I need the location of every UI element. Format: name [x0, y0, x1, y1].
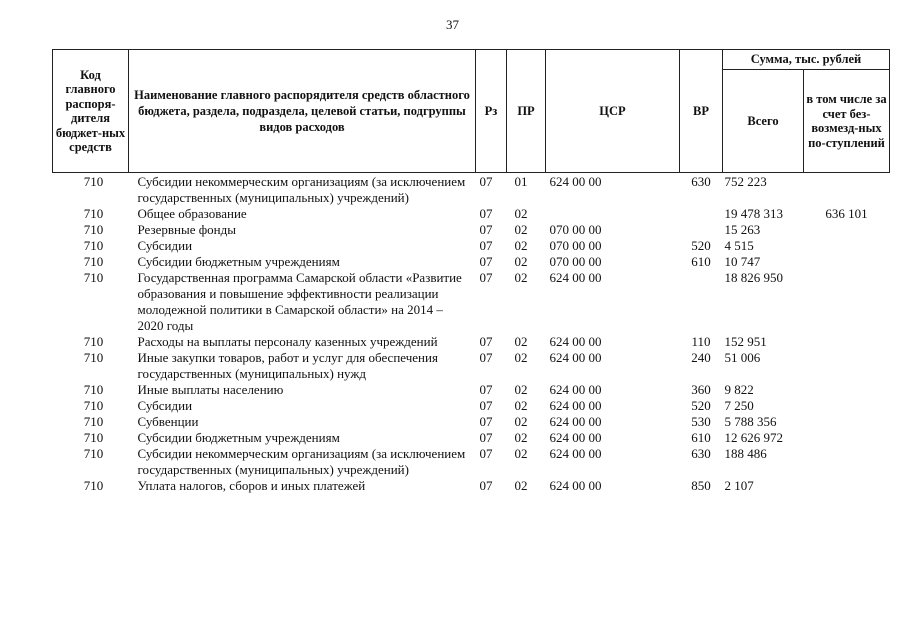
cell-pr: 02: [514, 430, 528, 445]
cell-total: 9 822: [724, 382, 754, 397]
cell-code: 710: [83, 254, 104, 269]
cell-csr: 070 00 00: [549, 238, 602, 253]
cell-rz: 07: [479, 430, 493, 445]
cell-name: Субсидии: [137, 238, 193, 253]
cell-csr: 624 00 00: [549, 334, 602, 349]
cell-name: Иные выплаты населению: [137, 382, 284, 397]
cell-csr: 624 00 00: [549, 270, 602, 285]
table-body: [53, 173, 890, 495]
cell-name: Субсидии некоммерческим организациям (за исключением государственных (муниципальных) учреждений): [137, 446, 466, 477]
cell-total: 12 626 972: [724, 430, 783, 445]
cell-code: 710: [83, 350, 104, 365]
cell-rz: 07: [479, 206, 493, 221]
cell-pr: 02: [514, 398, 528, 413]
cell-csr: 624 00 00: [549, 350, 602, 365]
table-row: [53, 398, 890, 414]
cell-free: [804, 350, 890, 382]
table-row: [53, 430, 890, 446]
cell-vr: [680, 206, 723, 222]
cell-pr: 01: [514, 174, 528, 189]
cell-csr: 624 00 00: [549, 414, 602, 429]
cell-code: 710: [83, 446, 104, 461]
cell-free: [804, 478, 890, 494]
cell-csr: 070 00 00: [549, 222, 602, 237]
cell-free: [804, 414, 890, 430]
cell-vr: [680, 222, 723, 238]
header-vr: ВР: [680, 50, 723, 173]
cell-csr: 624 00 00: [549, 398, 602, 413]
cell-total: 18 826 950: [724, 270, 783, 285]
cell-total: 2 107: [724, 478, 754, 493]
cell-csr: 624 00 00: [549, 446, 602, 461]
cell-free: [804, 254, 890, 270]
cell-total: 4 515: [724, 238, 754, 253]
table-row: [53, 206, 890, 222]
cell-vr: 520: [691, 398, 711, 413]
page-number: 37: [446, 17, 459, 32]
cell-pr: 02: [514, 350, 528, 365]
header-sum: Сумма, тыс. рублей: [723, 50, 890, 70]
table-row: [53, 350, 890, 382]
cell-code: 710: [83, 238, 104, 253]
cell-code: 710: [83, 430, 104, 445]
header-name: Наименование главного распорядителя средств областного бюджета, раздела, подраздела, целевой статьи, подгруппы видов расходов: [129, 50, 476, 173]
cell-code: 710: [83, 414, 104, 429]
cell-total: 188 486: [724, 446, 767, 461]
cell-rz: 07: [479, 414, 493, 429]
cell-pr: 02: [514, 478, 528, 493]
table-row: [53, 222, 890, 238]
cell-csr: 624 00 00: [549, 478, 602, 493]
cell-free: [804, 173, 890, 207]
cell-code: 710: [83, 398, 104, 413]
cell-name: Субсидии бюджетным учреждениям: [137, 430, 340, 445]
table-row: [53, 254, 890, 270]
cell-csr: 624 00 00: [549, 174, 602, 189]
cell-code: 710: [83, 382, 104, 397]
table-row: [53, 238, 890, 254]
cell-name: Государственная программа Самарской области «Развитие образования и повышение эффективности реализации молодежной политики в Самарской области» на 2014 – 2020 годы: [137, 270, 462, 333]
cell-total: 752 223: [724, 174, 767, 189]
cell-code: 710: [83, 478, 104, 493]
header-pr: ПР: [507, 50, 546, 173]
cell-vr: 610: [691, 254, 711, 269]
table-row: [53, 270, 890, 334]
cell-code: 710: [83, 270, 104, 285]
cell-pr: 02: [514, 238, 528, 253]
cell-code: 710: [83, 174, 104, 189]
cell-total: 51 006: [724, 350, 761, 365]
cell-rz: 07: [479, 350, 493, 365]
cell-free: [804, 430, 890, 446]
cell-free: [804, 238, 890, 254]
cell-pr: 02: [514, 254, 528, 269]
cell-csr: 070 00 00: [549, 254, 602, 269]
cell-vr: 360: [691, 382, 711, 397]
cell-code: 710: [83, 222, 104, 237]
header-rz: Рз: [476, 50, 507, 173]
table-row: [53, 478, 890, 494]
cell-free: [804, 222, 890, 238]
cell-rz: 07: [479, 222, 493, 237]
cell-vr: 530: [691, 414, 711, 429]
cell-name: Расходы на выплаты персоналу казенных учреждений: [137, 334, 438, 349]
cell-name: Субсидии бюджетным учреждениям: [137, 254, 340, 269]
cell-free: 636 101: [825, 206, 868, 221]
cell-vr: 850: [691, 478, 711, 493]
cell-name: Субсидии некоммерческим организациям (за исключением государственных (муниципальных) учреждений): [137, 174, 466, 205]
cell-name: Субвенции: [137, 414, 199, 429]
cell-name: Общее образование: [137, 206, 247, 221]
cell-total: 15 263: [724, 222, 761, 237]
table-row: [53, 334, 890, 350]
table-header: [53, 50, 890, 173]
header-total: Всего: [723, 70, 804, 173]
cell-pr: 02: [514, 446, 528, 461]
cell-free: [804, 334, 890, 350]
table-row: [53, 382, 890, 398]
cell-total: 19 478 313: [724, 206, 783, 221]
cell-name: Субсидии: [137, 398, 193, 413]
budget-table: [52, 49, 890, 494]
cell-total: 152 951: [724, 334, 767, 349]
header-code: Код главного распоря-дителя бюджет-ных средств: [53, 50, 129, 173]
cell-csr: [546, 206, 680, 222]
cell-rz: 07: [479, 398, 493, 413]
cell-vr: 520: [691, 238, 711, 253]
cell-vr: 240: [691, 350, 711, 365]
table-row: [53, 414, 890, 430]
table-row: [53, 173, 890, 207]
cell-pr: 02: [514, 222, 528, 237]
cell-pr: 02: [514, 206, 528, 221]
cell-csr: 624 00 00: [549, 382, 602, 397]
header-free: в том числе за счет без-возмезд-ных по-ступлений: [804, 70, 890, 173]
cell-total: 5 788 356: [724, 414, 777, 429]
cell-free: [804, 382, 890, 398]
cell-rz: 07: [479, 382, 493, 397]
cell-rz: 07: [479, 254, 493, 269]
cell-vr: 110: [691, 334, 711, 349]
cell-free: [804, 270, 890, 334]
cell-rz: 07: [479, 478, 493, 493]
table-row: [53, 446, 890, 478]
cell-rz: 07: [479, 238, 493, 253]
cell-name: Уплата налогов, сборов и иных платежей: [137, 478, 366, 493]
cell-pr: 02: [514, 414, 528, 429]
cell-free: [804, 398, 890, 414]
cell-free: [804, 446, 890, 478]
cell-vr: 630: [691, 446, 711, 461]
cell-csr: 624 00 00: [549, 430, 602, 445]
cell-code: 710: [83, 334, 104, 349]
cell-rz: 07: [479, 446, 493, 461]
cell-vr: [680, 270, 723, 334]
cell-vr: 630: [691, 174, 711, 189]
cell-name: Иные закупки товаров, работ и услуг для обеспечения государственных (муниципальных) нужд: [137, 350, 438, 381]
cell-rz: 07: [479, 270, 493, 285]
cell-rz: 07: [479, 334, 493, 349]
cell-rz: 07: [479, 174, 493, 189]
cell-pr: 02: [514, 382, 528, 397]
header-csr: ЦСР: [546, 50, 680, 173]
cell-total: 10 747: [724, 254, 761, 269]
cell-pr: 02: [514, 270, 528, 285]
cell-name: Резервные фонды: [137, 222, 236, 237]
cell-pr: 02: [514, 334, 528, 349]
cell-code: 710: [83, 206, 104, 221]
cell-vr: 610: [691, 430, 711, 445]
cell-total: 7 250: [724, 398, 754, 413]
